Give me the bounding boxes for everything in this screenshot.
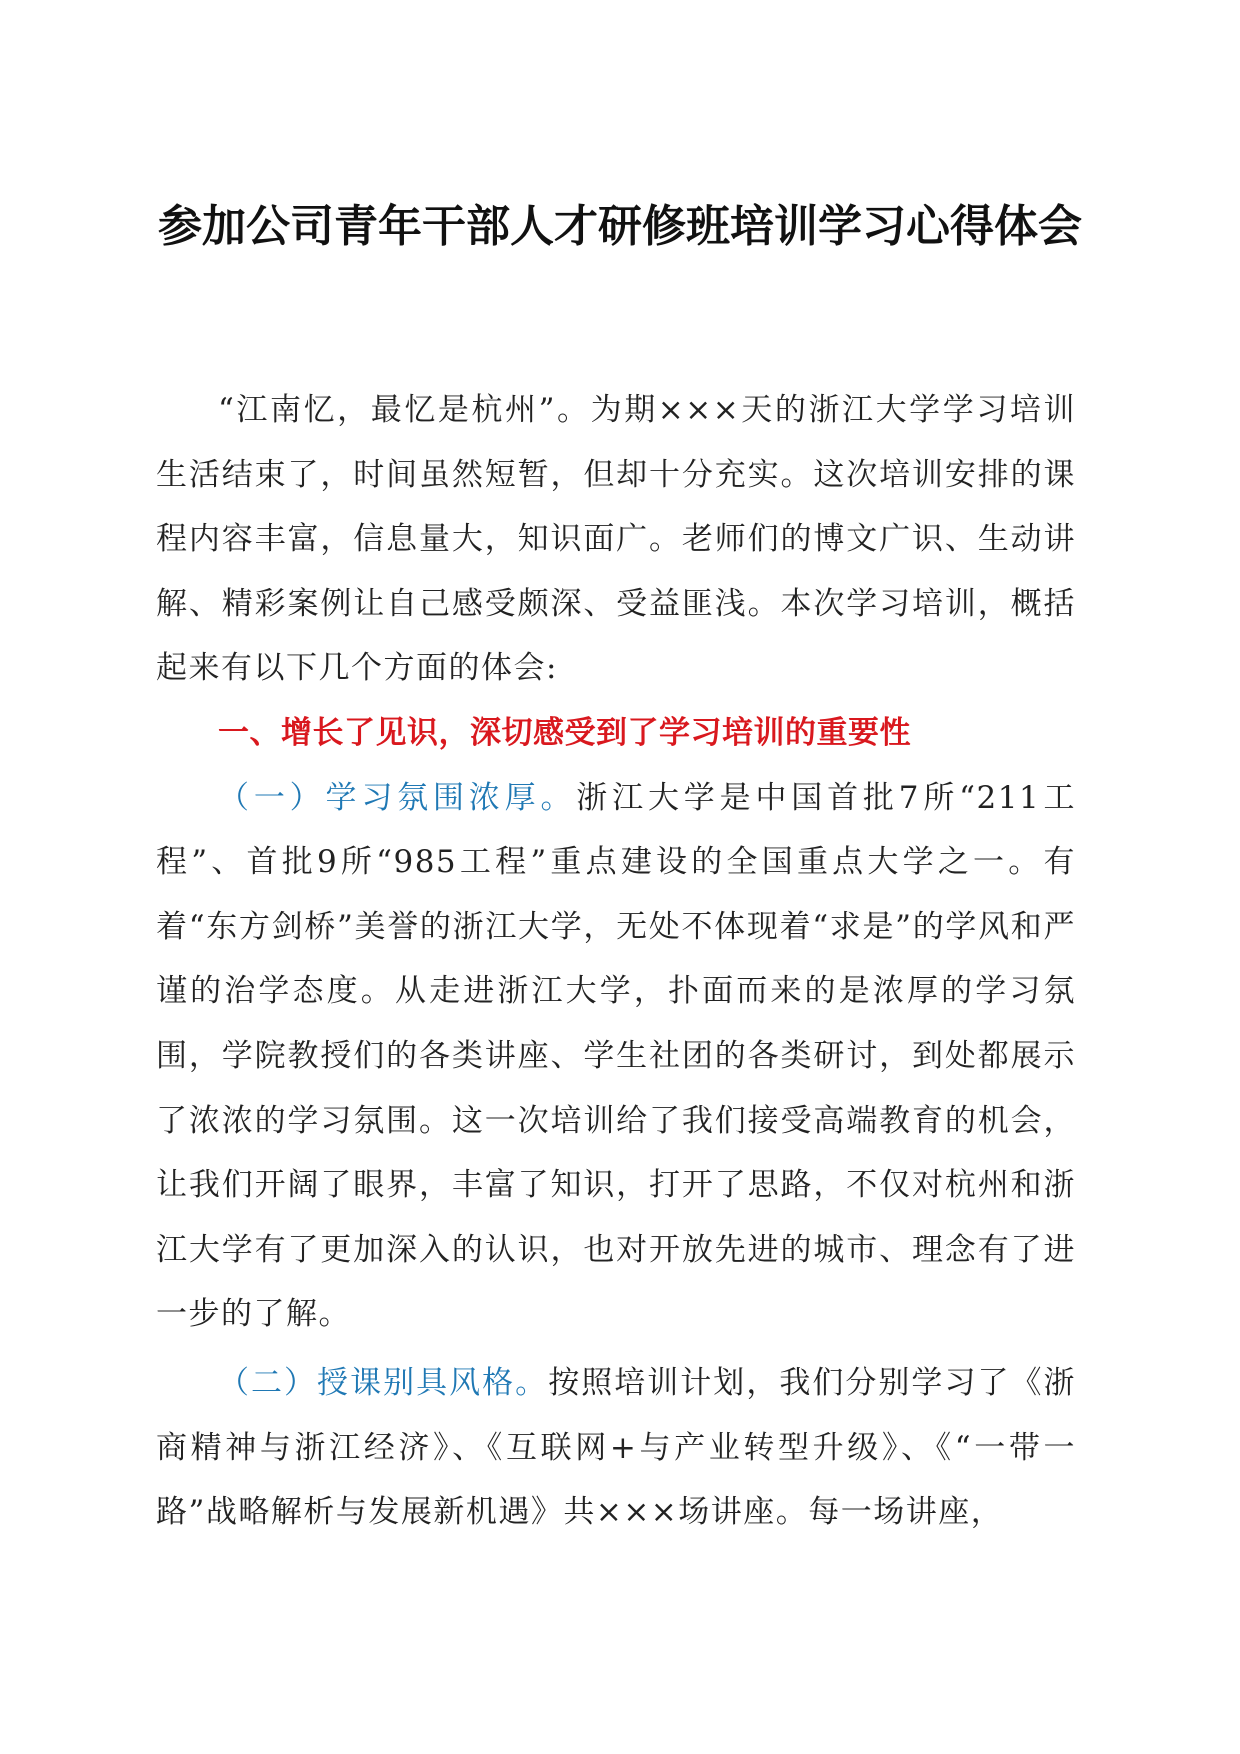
subsection-text-2: 按照培训计划，我们分别学习了《浙商精神与浙江经济》、《互联网+与产业转型升级》、《“一带一路”战略解析与发展新机遇》共×××场讲座。每一场讲座，	[156, 1364, 1077, 1531]
document-title: 参加公司青年干部人才研修班培训学习心得体会	[158, 201, 1082, 252]
subsection-paragraph-1	[156, 766, 1076, 1347]
section-heading-1: 一、增长了见识，深切感受到了学习培训的重要性	[218, 714, 911, 751]
subsection-label-2: （二）授课别具风格。	[218, 1364, 549, 1401]
intro-paragraph: “江南忆，最忆是杭州”。为期×××天的浙江大学学习培训生活结束了，时间虽然短暂，但却十分充实。这次培训安排的课程内容丰富，信息量大，知识面广。老师们的博文广识、生动讲解、精彩案例让自己感受颇深、受益匪浅。本次学习培训，概括起来有以下几个方面的体会:	[156, 392, 1076, 687]
document-body	[156, 378, 1076, 1545]
subsection-paragraph-2	[156, 1351, 1076, 1545]
subsection-label-1: （一）学习氛围浓厚。	[218, 779, 577, 816]
subsection-text-1: 浙江大学是中国首批7所“211工程”、首批9所“985工程”重点建设的全国重点大学之一。有着“东方剑桥”美誉的浙江大学，无处不体现着“求是”的学风和严谨的治学态度。从走进浙江大学，扑面而来的是浓厚的学习氛围，学院教授们的各类讲座、学生社团的各类研讨，到处都展示了浓浓的学习氛围。这一次培训给了我们接受高端教育的机会，让我们开阔了眼界，丰富了知识，打开了思路，不仅对杭州和浙江大学有了更加深入的认识，也对开放先进的城市、理念有了进一步的了解。	[156, 779, 1076, 1333]
